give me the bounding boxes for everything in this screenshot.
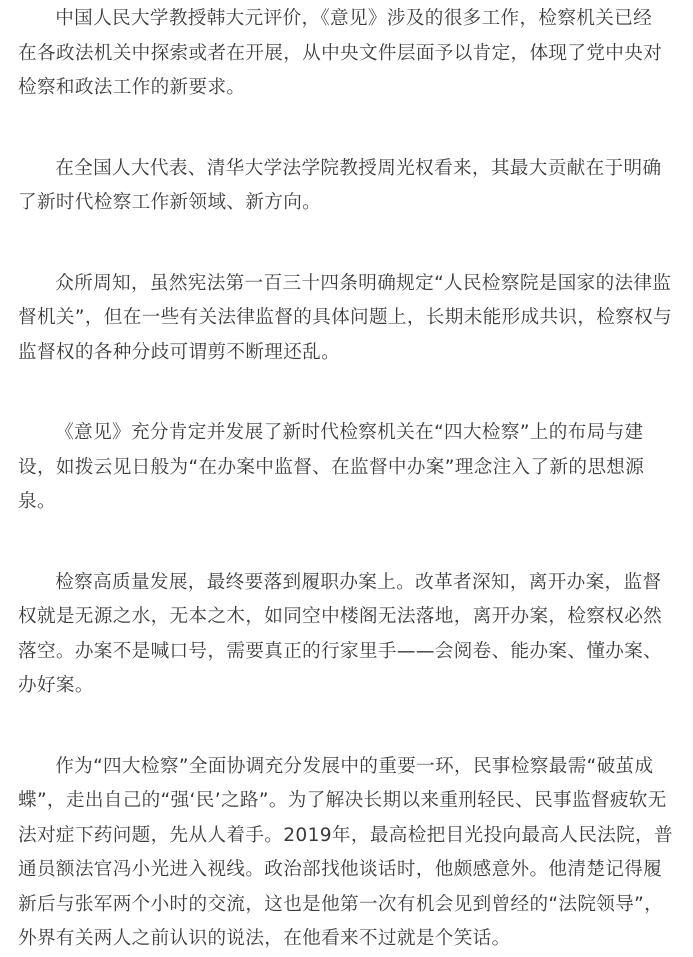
paragraph-3: 众所周知，虽然宪法第一百三十四条明确规定“人民检察院是国家的法律监 督机关”，但在一些有关法律监督的具体问题上，长期未能形成共识，检察权与 监督权的各种分歧可谓剪不断理还乱。 (18, 272, 673, 363)
paragraph-1: 中国人民大学教授韩大元评价，《意见》涉及的很多工作，检察机关已经 在各政法机关中探索或者在开展，从中央文件层面予以肯定，体现了党中央对 检察和政法工作的新要求。 (18, 8, 663, 98)
paragraph-2: 在全国人大代表、清华大学法学院教授周光权看来，其最大贡献在于明确 了新时代检察工作新领域、新方向。 (18, 157, 662, 213)
paragraph-5: 检察高质量发展，最终要落到履职办案上。改革者深知，离开办案，监督 权就是无源之水，无本之木，如同空中楼阁无法落地，离开办案，检察权必然 落空。办案不是喊口号，需要真正的行家里手——会阅卷、能办案、懂办案、 办好案。 (18, 571, 663, 696)
paragraph-4: 《意见》充分肯定并发展了新时代检察机关在“四大检察”上的布局与建 设，如拨云见日般为“在办案中监督、在监督中办案”理念注入了新的思想源 泉。 (18, 422, 645, 512)
paragraph-6: 作为“四大检察”全面协调充分发展中的重要一环，民事检察最需“破茧成 蝶”，走出自己的“强‘民’之路”。为了解决长期以来重刑轻民、民事监督疲软无 法对症下药问题，先从人着手。2019年，最高检把目光投向最高人民法院，普 通员额法官冯小光进入视线。政治部找他谈话时，他颇感意外。他清楚记得履 新后与张军两个小时的交流，这也是他第一次有机会见到曾经的“法院领导”， 外界有关两人之前认识的说法，在他看来不过就是个笑话。 (18, 755, 673, 949)
article-body (18, 2, 690, 957)
